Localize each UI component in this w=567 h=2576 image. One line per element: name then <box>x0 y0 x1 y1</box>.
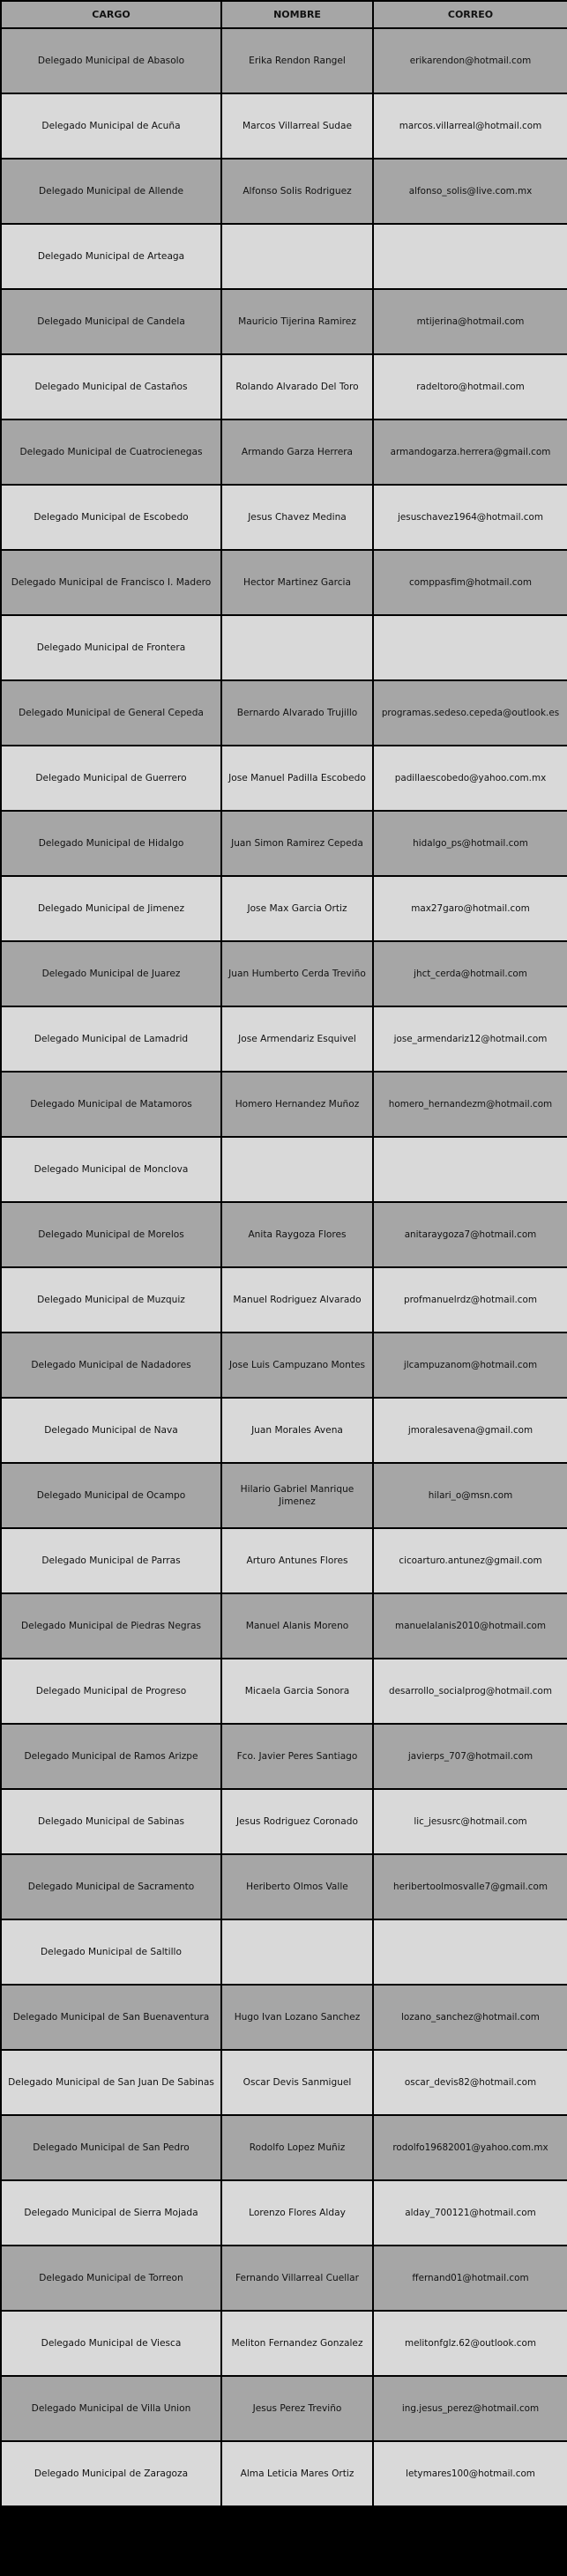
cell-correo <box>373 615 567 680</box>
cell-cargo: Delegado Municipal de Sierra Mojada <box>1 2180 221 2246</box>
header-nombre: NOMBRE <box>221 1 373 28</box>
cell-cargo: Delegado Municipal de Guerrero <box>1 746 221 811</box>
cell-cargo: Delegado Municipal de Abasolo <box>1 28 221 93</box>
cell-cargo: Delegado Municipal de Ocampo <box>1 1463 221 1528</box>
cell-correo: javierps_707@hotmail.com <box>373 1724 567 1789</box>
cell-cargo: Delegado Municipal de Viesca <box>1 2311 221 2376</box>
cell-correo <box>373 1137 567 1202</box>
cell-correo: programas.sedeso.cepeda@outlook.es <box>373 680 567 746</box>
cell-correo: lozano_sanchez@hotmail.com <box>373 1985 567 2050</box>
cell-nombre: Fernando Villarreal Cuellar <box>221 2246 373 2311</box>
cell-correo: profmanuelrdz@hotmail.com <box>373 1267 567 1333</box>
cell-correo: max27garo@hotmail.com <box>373 876 567 941</box>
cell-cargo: Delegado Municipal de Arteaga <box>1 224 221 289</box>
cell-correo: radeltoro@hotmail.com <box>373 354 567 419</box>
cell-cargo: Delegado Municipal de San Juan De Sabinas <box>1 2050 221 2115</box>
table-row <box>1 1659 567 1724</box>
cell-correo: armandogarza.herrera@gmail.com <box>373 419 567 485</box>
table-row <box>1 1333 567 1398</box>
cell-nombre: Marcos Villarreal Sudae <box>221 93 373 159</box>
cell-nombre: Jose Manuel Padilla Escobedo <box>221 746 373 811</box>
table-row <box>1 2311 567 2376</box>
cell-cargo: Delegado Municipal de Saltillo <box>1 1919 221 1985</box>
cell-nombre: Lorenzo Flores Alday <box>221 2180 373 2246</box>
cell-nombre: Manuel Alanis Moreno <box>221 1593 373 1659</box>
cell-cargo: Delegado Municipal de Hidalgo <box>1 811 221 876</box>
table-row <box>1 93 567 159</box>
table-body <box>1 28 567 2506</box>
cell-correo <box>373 1919 567 1985</box>
cell-nombre: Hilario Gabriel Manrique Jimenez <box>221 1463 373 1528</box>
cell-correo: hidalgo_ps@hotmail.com <box>373 811 567 876</box>
table-row <box>1 159 567 224</box>
cell-nombre: Jose Armendariz Esquivel <box>221 1006 373 1072</box>
cell-correo: rodolfo19682001@yahoo.com.mx <box>373 2115 567 2180</box>
cell-cargo: Delegado Municipal de Zaragoza <box>1 2441 221 2506</box>
cell-correo: hilari_o@msn.com <box>373 1463 567 1528</box>
table-row <box>1 289 567 354</box>
table-row <box>1 1593 567 1659</box>
cell-nombre: Juan Simon Ramirez Cepeda <box>221 811 373 876</box>
cell-cargo: Delegado Municipal de General Cepeda <box>1 680 221 746</box>
cell-correo: cicoarturo.antunez@gmail.com <box>373 1528 567 1593</box>
cell-correo: ing.jesus_perez@hotmail.com <box>373 2376 567 2441</box>
cell-correo: jhct_cerda@hotmail.com <box>373 941 567 1006</box>
cell-nombre: Homero Hernandez Muñoz <box>221 1072 373 1137</box>
cell-nombre: Rodolfo Lopez Muñiz <box>221 2115 373 2180</box>
cell-nombre: Hugo Ivan Lozano Sanchez <box>221 1985 373 2050</box>
cell-cargo: Delegado Municipal de Acuña <box>1 93 221 159</box>
cell-correo: jesuschavez1964@hotmail.com <box>373 485 567 550</box>
cell-correo: marcos.villarreal@hotmail.com <box>373 93 567 159</box>
table-row <box>1 485 567 550</box>
cell-correo: comppasfim@hotmail.com <box>373 550 567 615</box>
cell-nombre: Jose Max Garcia Ortiz <box>221 876 373 941</box>
cell-nombre: Alfonso Solis Rodriguez <box>221 159 373 224</box>
table-row <box>1 28 567 93</box>
cell-nombre: Alma Leticia Mares Ortiz <box>221 2441 373 2506</box>
cell-cargo: Delegado Municipal de Castaños <box>1 354 221 419</box>
cell-nombre: Manuel Rodriguez Alvarado <box>221 1267 373 1333</box>
cell-cargo: Delegado Municipal de Lamadrid <box>1 1006 221 1072</box>
table-row <box>1 1724 567 1789</box>
cell-correo: letymares100@hotmail.com <box>373 2441 567 2506</box>
table-row <box>1 746 567 811</box>
cell-correo: alfonso_solis@live.com.mx <box>373 159 567 224</box>
cell-correo: heribertoolmosvalle7@gmail.com <box>373 1854 567 1919</box>
cell-nombre: Micaela Garcia Sonora <box>221 1659 373 1724</box>
table-row <box>1 615 567 680</box>
cell-cargo: Delegado Municipal de Candela <box>1 289 221 354</box>
cell-nombre <box>221 615 373 680</box>
table-row <box>1 876 567 941</box>
table-row <box>1 2180 567 2246</box>
table-row <box>1 1202 567 1267</box>
cell-cargo: Delegado Municipal de Monclova <box>1 1137 221 1202</box>
cell-cargo: Delegado Municipal de Muzquiz <box>1 1267 221 1333</box>
cell-nombre <box>221 1919 373 1985</box>
cell-correo: melitonfglz.62@outlook.com <box>373 2311 567 2376</box>
cell-nombre: Anita Raygoza Flores <box>221 1202 373 1267</box>
cell-nombre: Jesus Rodriguez Coronado <box>221 1789 373 1854</box>
cell-nombre: Jose Luis Campuzano Montes <box>221 1333 373 1398</box>
header-correo: CORREO <box>373 1 567 28</box>
cell-cargo: Delegado Municipal de Frontera <box>1 615 221 680</box>
cell-cargo: Delegado Municipal de Sabinas <box>1 1789 221 1854</box>
cell-nombre: Jesus Perez Treviño <box>221 2376 373 2441</box>
header-cargo: CARGO <box>1 1 221 28</box>
table-row <box>1 1854 567 1919</box>
table-row <box>1 1006 567 1072</box>
table-row <box>1 2441 567 2506</box>
cell-correo: desarrollo_socialprog@hotmail.com <box>373 1659 567 1724</box>
cell-cargo: Delegado Municipal de Francisco I. Madero <box>1 550 221 615</box>
cell-cargo: Delegado Municipal de Cuatrocienegas <box>1 419 221 485</box>
cell-cargo: Delegado Municipal de Parras <box>1 1528 221 1593</box>
table-row <box>1 1528 567 1593</box>
table-row <box>1 1267 567 1333</box>
table-header <box>1 1 567 28</box>
cell-cargo: Delegado Municipal de Juarez <box>1 941 221 1006</box>
cell-nombre: Mauricio Tijerina Ramirez <box>221 289 373 354</box>
cell-nombre: Armando Garza Herrera <box>221 419 373 485</box>
cell-nombre <box>221 224 373 289</box>
table-row <box>1 1985 567 2050</box>
cell-cargo: Delegado Municipal de Morelos <box>1 1202 221 1267</box>
cell-nombre: Erika Rendon Rangel <box>221 28 373 93</box>
cell-correo: jmoralesavena@gmail.com <box>373 1398 567 1463</box>
cell-cargo: Delegado Municipal de Nadadores <box>1 1333 221 1398</box>
cell-cargo: Delegado Municipal de San Buenaventura <box>1 1985 221 2050</box>
cell-correo: oscar_devis82@hotmail.com <box>373 2050 567 2115</box>
cell-nombre: Fco. Javier Peres Santiago <box>221 1724 373 1789</box>
cell-nombre: Heriberto Olmos Valle <box>221 1854 373 1919</box>
cell-nombre: Juan Humberto Cerda Treviño <box>221 941 373 1006</box>
cell-cargo: Delegado Municipal de Piedras Negras <box>1 1593 221 1659</box>
cell-correo: homero_hernandezm@hotmail.com <box>373 1072 567 1137</box>
table-row <box>1 2115 567 2180</box>
cell-correo: mtijerina@hotmail.com <box>373 289 567 354</box>
table-row <box>1 1919 567 1985</box>
header-row <box>1 1 567 28</box>
cell-correo: ffernand01@hotmail.com <box>373 2246 567 2311</box>
cell-cargo: Delegado Municipal de Escobedo <box>1 485 221 550</box>
cell-nombre: Hector Martinez Garcia <box>221 550 373 615</box>
cell-nombre: Arturo Antunes Flores <box>221 1528 373 1593</box>
table-row <box>1 680 567 746</box>
cell-nombre: Rolando Alvarado Del Toro <box>221 354 373 419</box>
table-row <box>1 941 567 1006</box>
cell-cargo: Delegado Municipal de Jimenez <box>1 876 221 941</box>
cell-correo: jlcampuzanom@hotmail.com <box>373 1333 567 1398</box>
cell-nombre <box>221 1137 373 1202</box>
cell-cargo: Delegado Municipal de Sacramento <box>1 1854 221 1919</box>
table-row <box>1 1072 567 1137</box>
cell-cargo: Delegado Municipal de Matamoros <box>1 1072 221 1137</box>
cell-cargo: Delegado Municipal de Progreso <box>1 1659 221 1724</box>
cell-correo: lic_jesusrc@hotmail.com <box>373 1789 567 1854</box>
cell-nombre: Bernardo Alvarado Trujillo <box>221 680 373 746</box>
cell-correo: padillaescobedo@yahoo.com.mx <box>373 746 567 811</box>
table-row <box>1 2376 567 2441</box>
table-row <box>1 550 567 615</box>
cell-cargo: Delegado Municipal de Villa Union <box>1 2376 221 2441</box>
table-row <box>1 811 567 876</box>
table-row <box>1 1137 567 1202</box>
cell-cargo: Delegado Municipal de Ramos Arizpe <box>1 1724 221 1789</box>
table-row <box>1 1463 567 1528</box>
cell-correo: manuelalanis2010@hotmail.com <box>373 1593 567 1659</box>
cell-correo: anitaraygoza7@hotmail.com <box>373 1202 567 1267</box>
cell-correo: jose_armendariz12@hotmail.com <box>373 1006 567 1072</box>
cell-nombre: Jesus Chavez Medina <box>221 485 373 550</box>
table-row <box>1 354 567 419</box>
cell-correo: alday_700121@hotmail.com <box>373 2180 567 2246</box>
cell-correo <box>373 224 567 289</box>
cell-nombre: Meliton Fernandez Gonzalez <box>221 2311 373 2376</box>
cell-cargo: Delegado Municipal de Torreon <box>1 2246 221 2311</box>
table-row <box>1 1789 567 1854</box>
cell-correo: erikarendon@hotmail.com <box>373 28 567 93</box>
cell-cargo: Delegado Municipal de Allende <box>1 159 221 224</box>
table-row <box>1 2246 567 2311</box>
table-row <box>1 224 567 289</box>
cell-cargo: Delegado Municipal de Nava <box>1 1398 221 1463</box>
table-row <box>1 419 567 485</box>
cell-nombre: Oscar Devis Sanmiguel <box>221 2050 373 2115</box>
cell-nombre: Juan Morales Avena <box>221 1398 373 1463</box>
table-row <box>1 2050 567 2115</box>
cell-cargo: Delegado Municipal de San Pedro <box>1 2115 221 2180</box>
table-row <box>1 1398 567 1463</box>
